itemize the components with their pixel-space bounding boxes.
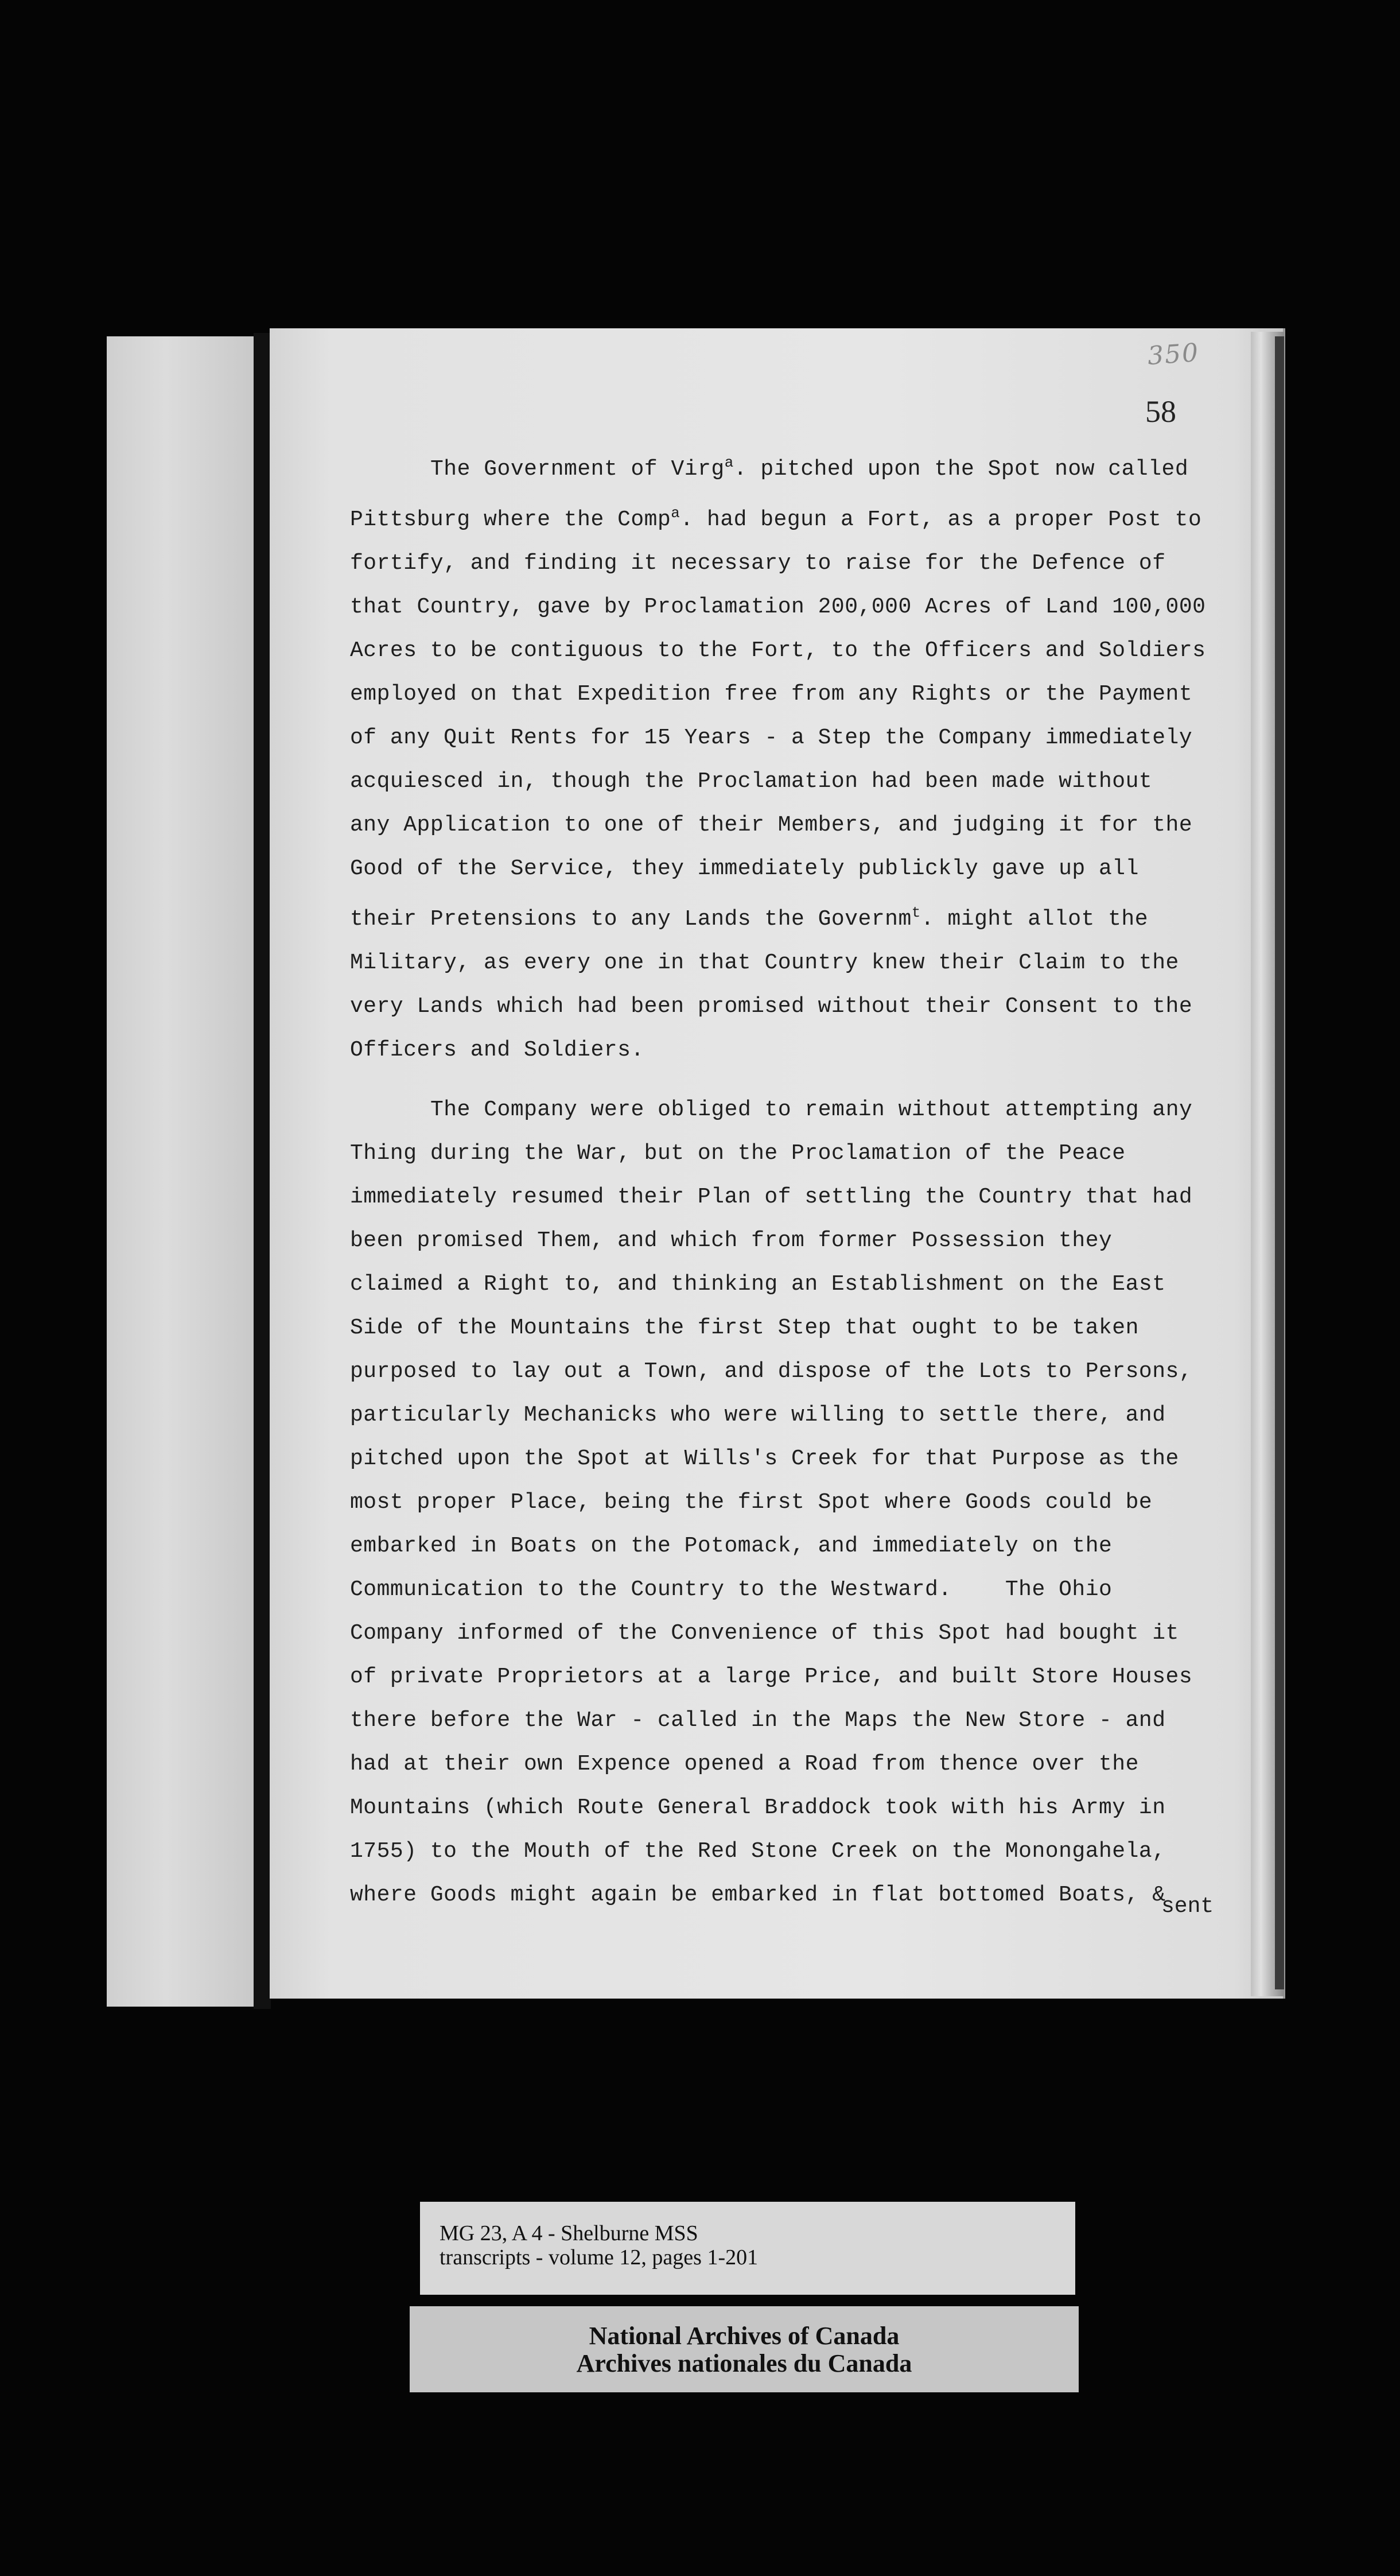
text-line: fortify, and finding it necessary to raise for the Defence of — [350, 551, 1166, 576]
facing-page-strip — [107, 336, 257, 2007]
text-line: any Application to one of their Members, and judging it for the — [350, 813, 1193, 837]
text-line: Military, as every one in that Country knew their Claim to the — [350, 951, 1179, 975]
text-line: 1755) to the Mouth of the Red Stone Creek on the Monongahela, — [350, 1839, 1166, 1864]
text-line: The Government of Virg$^a$. pitched upon the Spot now called — [430, 454, 1189, 482]
text-line: very Lands which had been promised without their Consent to the — [350, 994, 1193, 1019]
text-line: Thing during the War, but on the Proclamation of the Peace — [350, 1141, 1126, 1166]
text-line: claimed a Right to, and thinking an Establishment on the East — [350, 1272, 1166, 1297]
reference-label — [420, 2202, 1075, 2295]
archive-name-en: National Archives of Canada — [589, 2322, 900, 2350]
transcript-body — [350, 441, 1245, 1917]
text-line: Acres to be contiguous to the Fort, to the Officers and Soldiers — [350, 638, 1206, 663]
text-line: been promised Them, and which from former Possession they — [350, 1228, 1113, 1253]
paragraph-1 — [350, 441, 1245, 1072]
book-gutter — [254, 333, 271, 2009]
text-line: employed on that Expedition free from any Rights or the Payment — [350, 682, 1193, 707]
text-line: Officers and Soldiers. — [350, 1038, 644, 1062]
superscript: a — [671, 505, 680, 522]
text-line: of private Proprietors at a large Price, and built Store Houses — [350, 1665, 1193, 1689]
text-line: particularly Mechanicks who were willing to settle there, and — [350, 1403, 1166, 1427]
reference-line-1: MG 23, A 4 - Shelburne MSS — [440, 2221, 698, 2245]
text-line: there before the War - called in the Maps the New Store - and — [350, 1708, 1166, 1733]
text-line: Side of the Mountains the first Step that ought to be taken — [350, 1316, 1139, 1340]
text-line: had at their own Expence opened a Road from thence over the — [350, 1752, 1139, 1776]
pencil-folio-number: 350 — [1146, 337, 1200, 371]
superscript: a — [724, 454, 734, 471]
reference-line-2: transcripts - volume 12, pages 1-201 — [440, 2245, 759, 2269]
text-line: most proper Place, being the first Spot where Goods could be — [350, 1490, 1153, 1515]
page-edge-shadow — [1275, 336, 1284, 1989]
superscript: t — [911, 904, 921, 921]
archive-name-fr: Archives nationales du Canada — [576, 2349, 912, 2377]
text-line: immediately resumed their Plan of settling the Country that had — [350, 1185, 1193, 1209]
catchword: sent — [1161, 1894, 1214, 1919]
page-number: 58 — [1145, 394, 1176, 429]
text-line: of any Quit Rents for 15 Years - a Step the Company immediately — [350, 726, 1193, 750]
text-line: purposed to lay out a Town, and dispose of the Lots to Persons, — [350, 1359, 1193, 1384]
text-line: Communication to the Country to the Westward. The Ohio — [350, 1577, 1113, 1602]
text-line: acquiesced in, though the Proclamation had been made without — [350, 769, 1153, 794]
text-line: pitched upon the Spot at Wills's Creek for that Purpose as the — [350, 1446, 1179, 1471]
text-line: The Company were obliged to remain without attempting any — [430, 1097, 1193, 1122]
text-line: that Country, gave by Proclamation 200,000 Acres of Land 100,000 — [350, 595, 1206, 619]
text-line: their Pretensions to any Lands the Governm$^t$. might allot the — [350, 904, 1149, 932]
text-line: Mountains (which Route General Braddock took with his Army in — [350, 1795, 1166, 1820]
text-line: Company informed of the Convenience of this Spot had bought it — [350, 1621, 1179, 1646]
text-line: embarked in Boats on the Potomack, and immediately on the — [350, 1534, 1113, 1558]
text-line: Pittsburg where the Comp$^a$. had begun a Fort, as a proper Post to — [350, 505, 1202, 532]
paragraph-2 — [350, 1088, 1245, 1917]
text-line: where Goods might again be embarked in flat bottomed Boats, & — [350, 1883, 1166, 1907]
archive-label — [410, 2306, 1079, 2392]
text-line: Good of the Service, they immediately publickly gave up all — [350, 856, 1139, 881]
